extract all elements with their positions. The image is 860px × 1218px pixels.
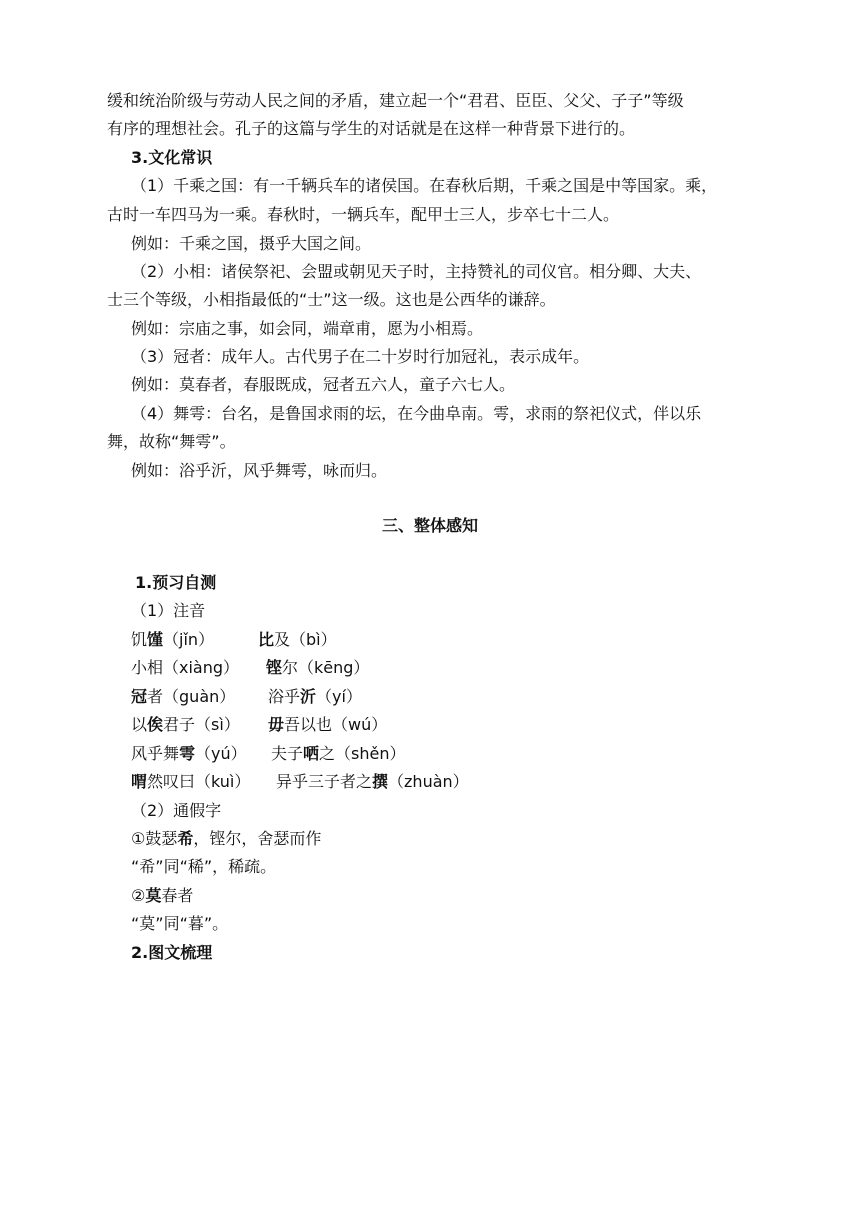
pinyin-item: 风乎舞雩（yú） bbox=[131, 744, 247, 763]
culture-item-2-line-1: （2）小相：诸侯祭祀、会盟或朝见天子时，主持赞礼的司仪官。相分卿、大夫、 bbox=[131, 262, 702, 281]
culture-item-4-line-2: 舞，故称“舞雩”。 bbox=[107, 432, 236, 451]
culture-item-3-line-1: （3）冠者：成年人。古代男子在二十岁时行加冠礼，表示成年。 bbox=[131, 347, 590, 366]
pinyin-item: 夫子哂之（shěn） bbox=[271, 744, 406, 763]
intro-line-1: 缓和统治阶级与劳动人民之间的矛盾，建立起一个“君君、臣臣、父父、子子”等级 bbox=[107, 91, 684, 110]
culture-item-2-line-2: 士三个等级，小相指最低的“士”这一级。这也是公西华的谦辞。 bbox=[107, 290, 556, 309]
tongjia-sentence: ②莫春者 bbox=[131, 886, 194, 905]
pinyin-item: 比及（bì） bbox=[258, 630, 337, 649]
culture-item-1-example: 例如：千乘之国，摄乎大国之间。 bbox=[131, 234, 372, 253]
pinyin-item: 毋吾以也（wú） bbox=[268, 715, 388, 734]
pinyin-item: 喟然叹曰（kuì） bbox=[131, 772, 251, 791]
culture-item-4-line-1: （4）舞雩：台名，是鲁国求雨的坛，在今曲阜南。雩，求雨的祭祀仪式，伴以乐 bbox=[131, 404, 702, 423]
tongjia-heading: （2）通假字 bbox=[131, 801, 222, 820]
culture-item-2-example: 例如：宗庙之事，如会同，端章甫，愿为小相焉。 bbox=[131, 319, 484, 338]
pinyin-item: 冠者（guàn） bbox=[131, 687, 236, 706]
tongjia-note: “莫”同“暮”。 bbox=[131, 914, 229, 933]
pinyin-item: 异乎三子者之撰（zhuàn） bbox=[276, 772, 469, 791]
tongjia-sentence: ①鼓瑟希，铿尔，舍瑟而作 bbox=[131, 829, 322, 848]
culture-item-3-example: 例如：莫春者，春服既成，冠者五六人，童子六七人。 bbox=[131, 375, 516, 394]
tongjia-note: “希”同“稀”，稀疏。 bbox=[131, 857, 277, 876]
pinyin-item: 小相（xiàng） bbox=[131, 658, 240, 677]
pinyin-item: 浴乎沂（yí） bbox=[268, 687, 362, 706]
pinyin-item: 以俟君子（sì） bbox=[131, 715, 240, 734]
culture-heading: 3.文化常识 bbox=[131, 148, 213, 167]
section-title: 三、整体感知 bbox=[381, 516, 478, 535]
pinyin-item: 饥馑（jǐn） bbox=[131, 630, 215, 649]
culture-item-1-line-2: 古时一车四马为一乘。春秋时，一辆兵车，配甲士三人，步卒七十二人。 bbox=[107, 205, 620, 224]
diagram-heading: 2.图文梳理 bbox=[131, 943, 213, 962]
culture-item-4-example: 例如：浴乎沂，风乎舞雩，咏而归。 bbox=[131, 461, 388, 480]
culture-item-1-line-1: （1）千乘之国：有一千辆兵车的诸侯国。在春秋后期，千乘之国是中等国家。乘， bbox=[131, 176, 718, 195]
preview-heading: 1.预习自测 bbox=[135, 573, 217, 592]
pinyin-item: 铿尔（kēng） bbox=[266, 658, 370, 677]
intro-line-2: 有序的理想社会。孔子的这篇与学生的对话就是在这样一种背景下进行的。 bbox=[107, 119, 636, 138]
pinyin-heading: （1）注音 bbox=[131, 601, 206, 620]
